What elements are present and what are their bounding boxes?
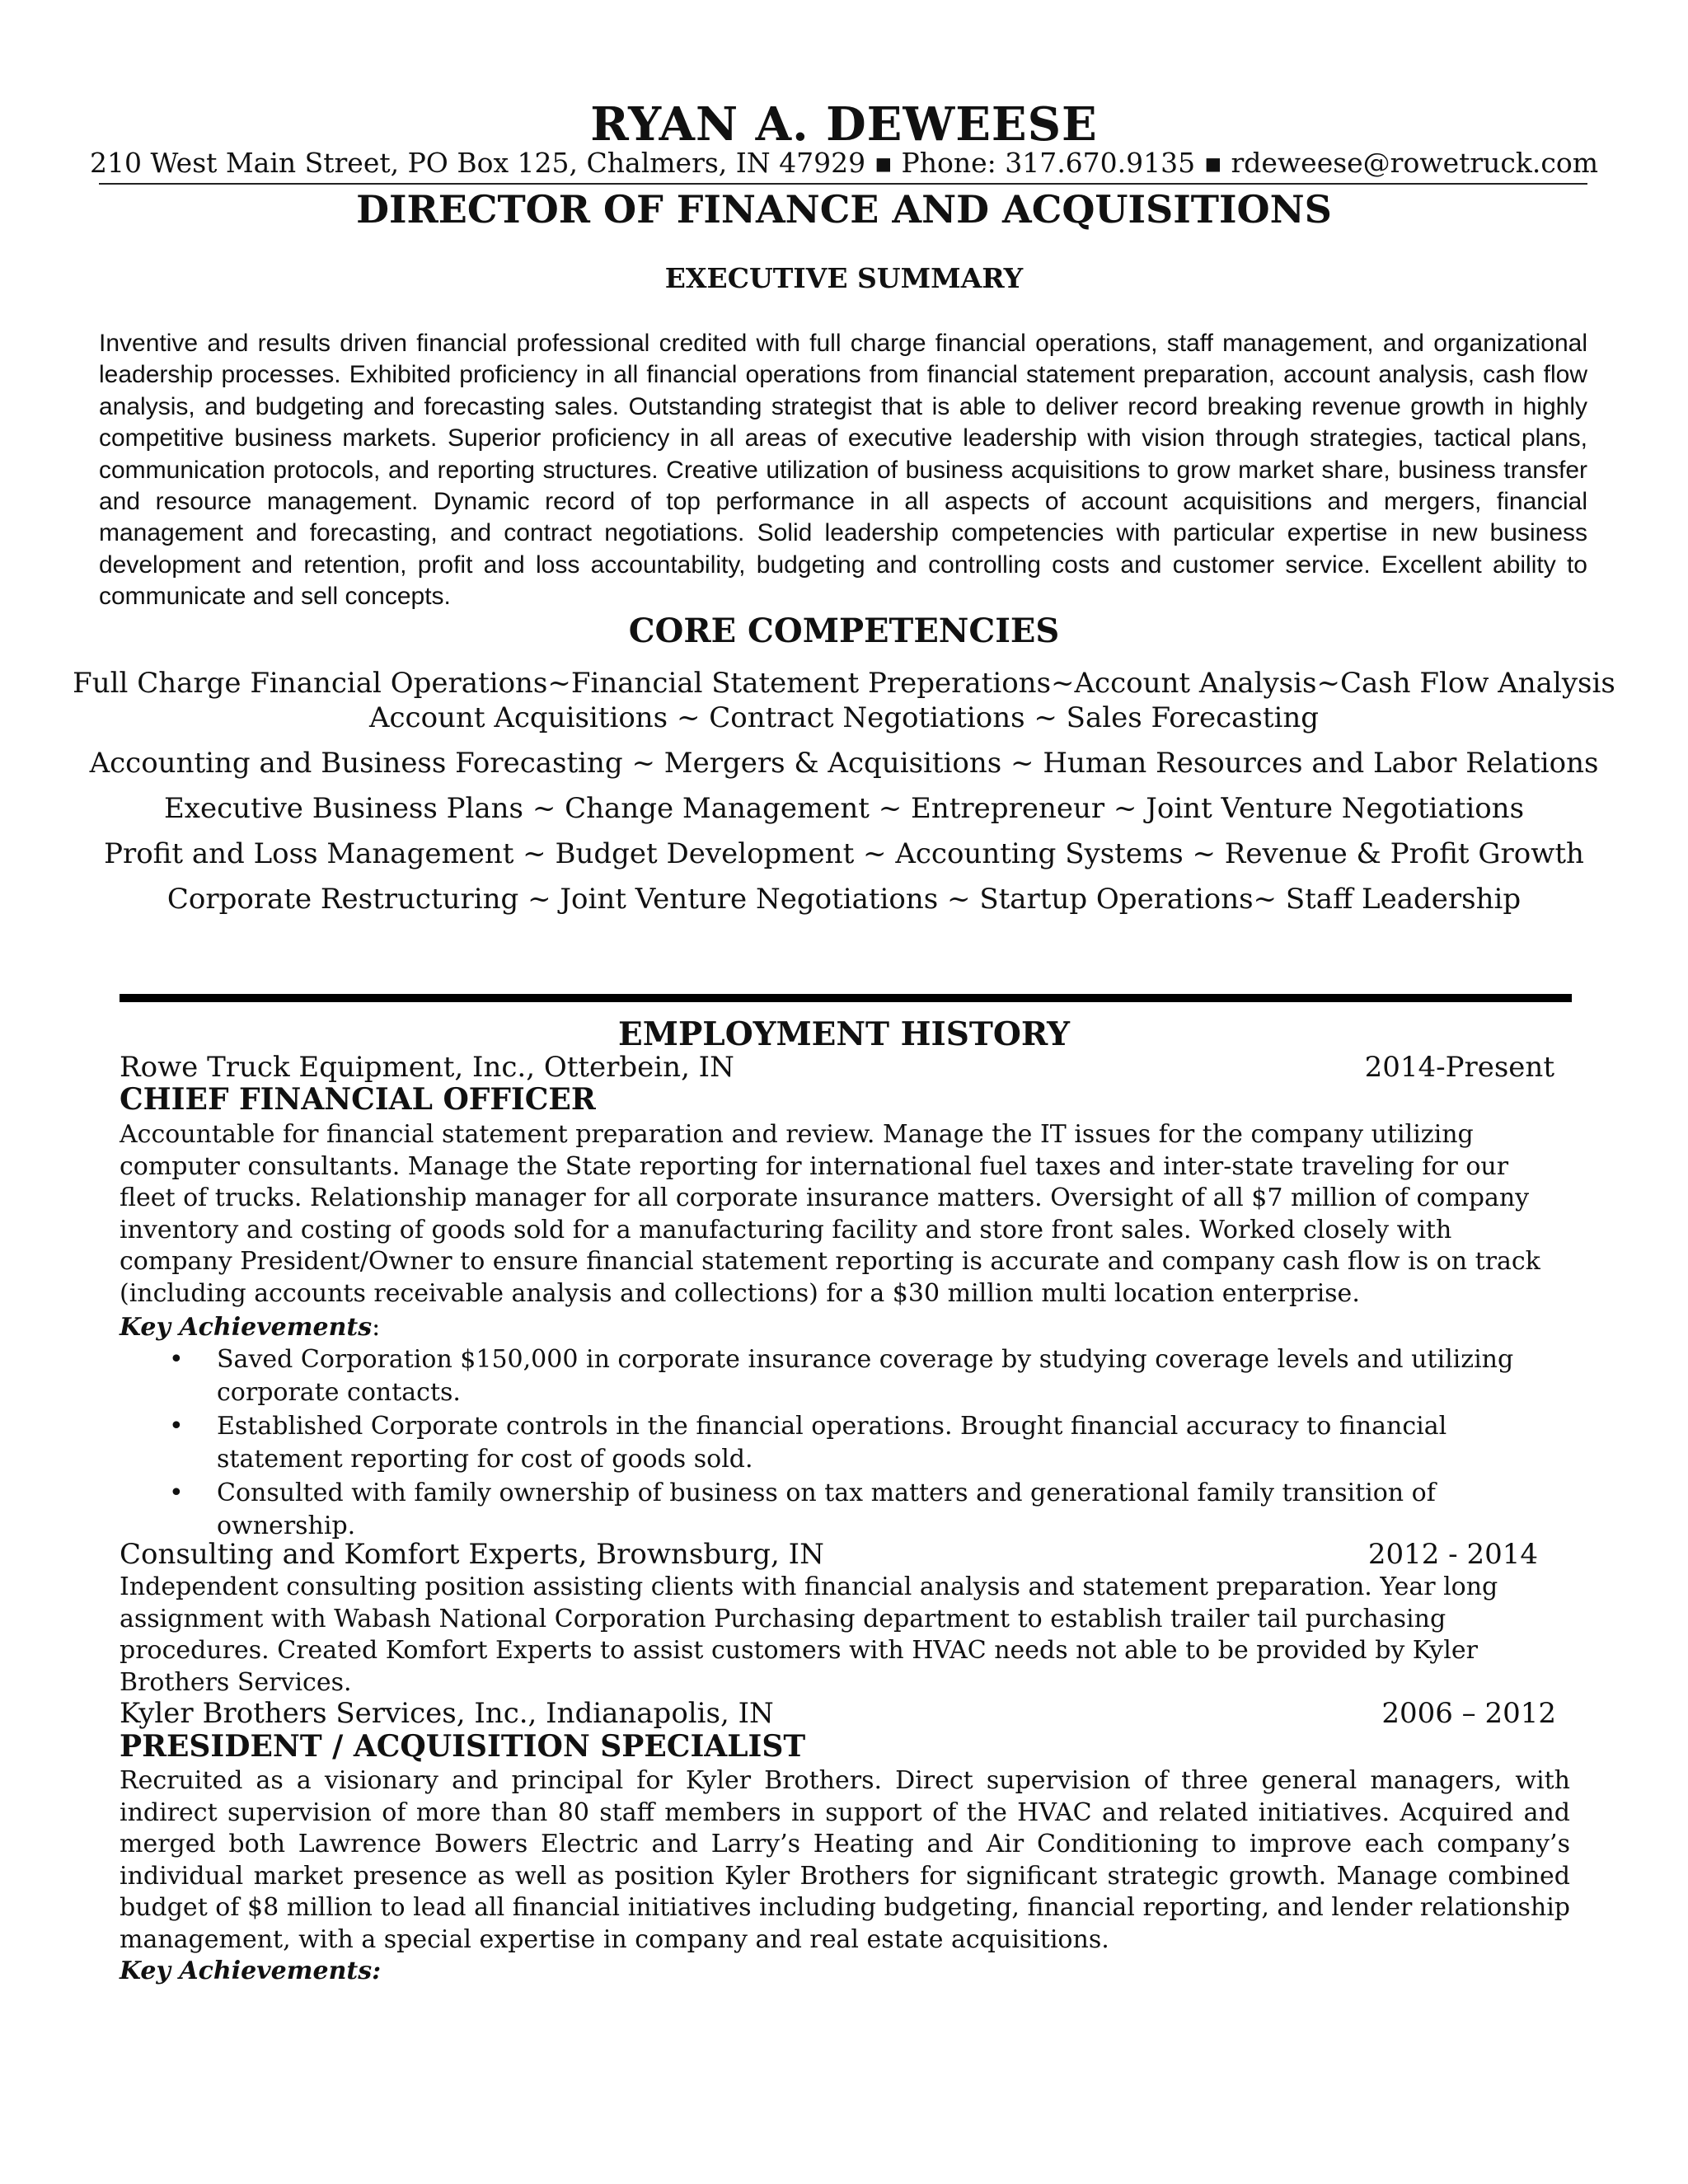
job-dates: 2012 - 2014 xyxy=(1367,1538,1538,1571)
competency-line: Executive Business Plans ~ Change Management ~ Entrepreneur ~ Joint Venture Negotiations xyxy=(163,792,1525,825)
bullet-icon: • xyxy=(169,1412,184,1441)
job-description: Independent consulting position assisting clients with financial analysis and statement preparation. Year long assignment with Wabash National Corporation Purchasing department to establish trailer tail purchasing procedures. Created Komfort Experts to assist customers with HVAC needs not able to be provided by Kyler Brothers Services. xyxy=(120,1572,1498,1697)
core-competencies-heading: CORE COMPETENCIES xyxy=(628,612,1060,650)
job-role: PRESIDENT / ACQUISITION SPECIALIST xyxy=(120,1729,806,1764)
bullet-icon: • xyxy=(169,1479,184,1508)
job-role: CHIEF FINANCIAL OFFICER xyxy=(120,1082,596,1117)
target-job-title: DIRECTOR OF FINANCE AND ACQUISITIONS xyxy=(356,187,1332,232)
competency-line: Profit and Loss Management ~ Budget Development ~ Accounting Systems ~ Revenue & Profit Growth xyxy=(104,837,1584,870)
candidate-name: RYAN A. DEWEESE xyxy=(590,97,1098,152)
competency-line: Accounting and Business Forecasting ~ Mergers & Acquisitions ~ Human Resources and Labor Relations xyxy=(89,747,1599,780)
header-divider xyxy=(99,183,1587,185)
list-item: • Consulted with family ownership of business on tax matters and generational family transition of ownership. xyxy=(169,1479,1436,1540)
job-description: Accountable for financial statement preparation and review. Manage the IT issues for the company utilizing computer consultants. Manage the State reporting for international fuel taxes and inter-state traveling for our fleet of trucks. Relationship manager for all corporate insurance matters. Oversight of all $7 million of company inventory and costing of goods sold for a manufacturing facility and store front sales. Worked closely with company President/Owner to ensure financial statement reporting is accurate and company cash flow is on track (including accounts receivable analysis and collections) for a $30 million multi location enterprise. xyxy=(120,1120,1540,1308)
job-description: Recruited as a visionary and principal for Kyler Brothers. Direct supervision of three general managers, with indirect supervision of more than 80 staff members in support of the HVAC and related initiatives. Acquired and merged both Lawrence Bowers Electric and Larry’s Heating and Air Conditioning to improve each company’s individual market presence as well as position Kyler Brothers for significant strategic growth. Manage combined budget of $8 million to lead all financial initiatives including budgeting, financial reporting, and lender relationship management, with a special expertise in company and real estate acquisitions. xyxy=(120,1766,1570,1954)
contact-line: 210 West Main Street, PO Box 125, Chalmers, IN 47929 ▪ Phone: 317.670.9135 ▪ rdeweese@rowetruck.com xyxy=(89,147,1599,179)
achievements-list xyxy=(120,1343,1554,1544)
job-dates: 2006 – 2012 xyxy=(1381,1697,1556,1730)
competency-line: Full Charge Financial Operations~Financial Statement Preperations~Account Analysis~Cash Flow Analysis xyxy=(73,667,1615,700)
executive-summary-heading: EXECUTIVE SUMMARY xyxy=(664,262,1024,294)
list-item: • Saved Corporation $150,000 in corporate insurance coverage by studying coverage levels and utilizing corporate contacts. xyxy=(169,1345,1514,1407)
key-achievements-label: Key Achievements: xyxy=(120,1313,381,1342)
competency-line: Corporate Restructuring ~ Joint Venture Negotiations ~ Startup Operations~ Staff Leadership xyxy=(166,883,1522,916)
job-dates: 2014-Present xyxy=(1364,1051,1554,1084)
job-company: Kyler Brothers Services, Inc., Indianapolis, IN xyxy=(120,1697,774,1730)
job-company: Consulting and Komfort Experts, Brownsburg, IN xyxy=(120,1538,824,1571)
competency-line: Account Acquisitions ~ Contract Negotiations ~ Sales Forecasting xyxy=(368,701,1320,734)
executive-summary-text: Inventive and results driven financial professional credited with full charge financial operations, staff management, and organizational leadership processes. Exhibited proficiency in all financial operations from financial statement preparation, account analysis, cash flow analysis, and budgeting and forecasting sales. Outstanding strategist that is able to deliver record breaking revenue growth in highly competitive business markets. Superior proficiency in all areas of executive leadership with vision through strategies, tactical plans, communication protocols, and reporting structures. Creative utilization of business acquisitions to grow market share, business transfer and resource management. Dynamic record of top performance in all aspects of account acquisitions and mergers, financial management and forecasting, and contract negotiations. Solid leadership competencies with particular expertise in new business development and retention, profit and loss accountability, budgeting and controlling costs and customer service. Excellent ability to communicate and sell concepts. xyxy=(99,330,1587,611)
employment-history-heading: EMPLOYMENT HISTORY xyxy=(618,1015,1070,1053)
bullet-icon: • xyxy=(169,1345,184,1374)
section-divider xyxy=(120,994,1572,1002)
job-company: Rowe Truck Equipment, Inc., Otterbein, IN xyxy=(120,1051,734,1084)
list-item: • Established Corporate controls in the financial operations. Brought financial accuracy to financial statement reporting for cost of goods sold. xyxy=(169,1412,1447,1474)
key-achievements-label: Key Achievements: xyxy=(120,1957,382,1985)
